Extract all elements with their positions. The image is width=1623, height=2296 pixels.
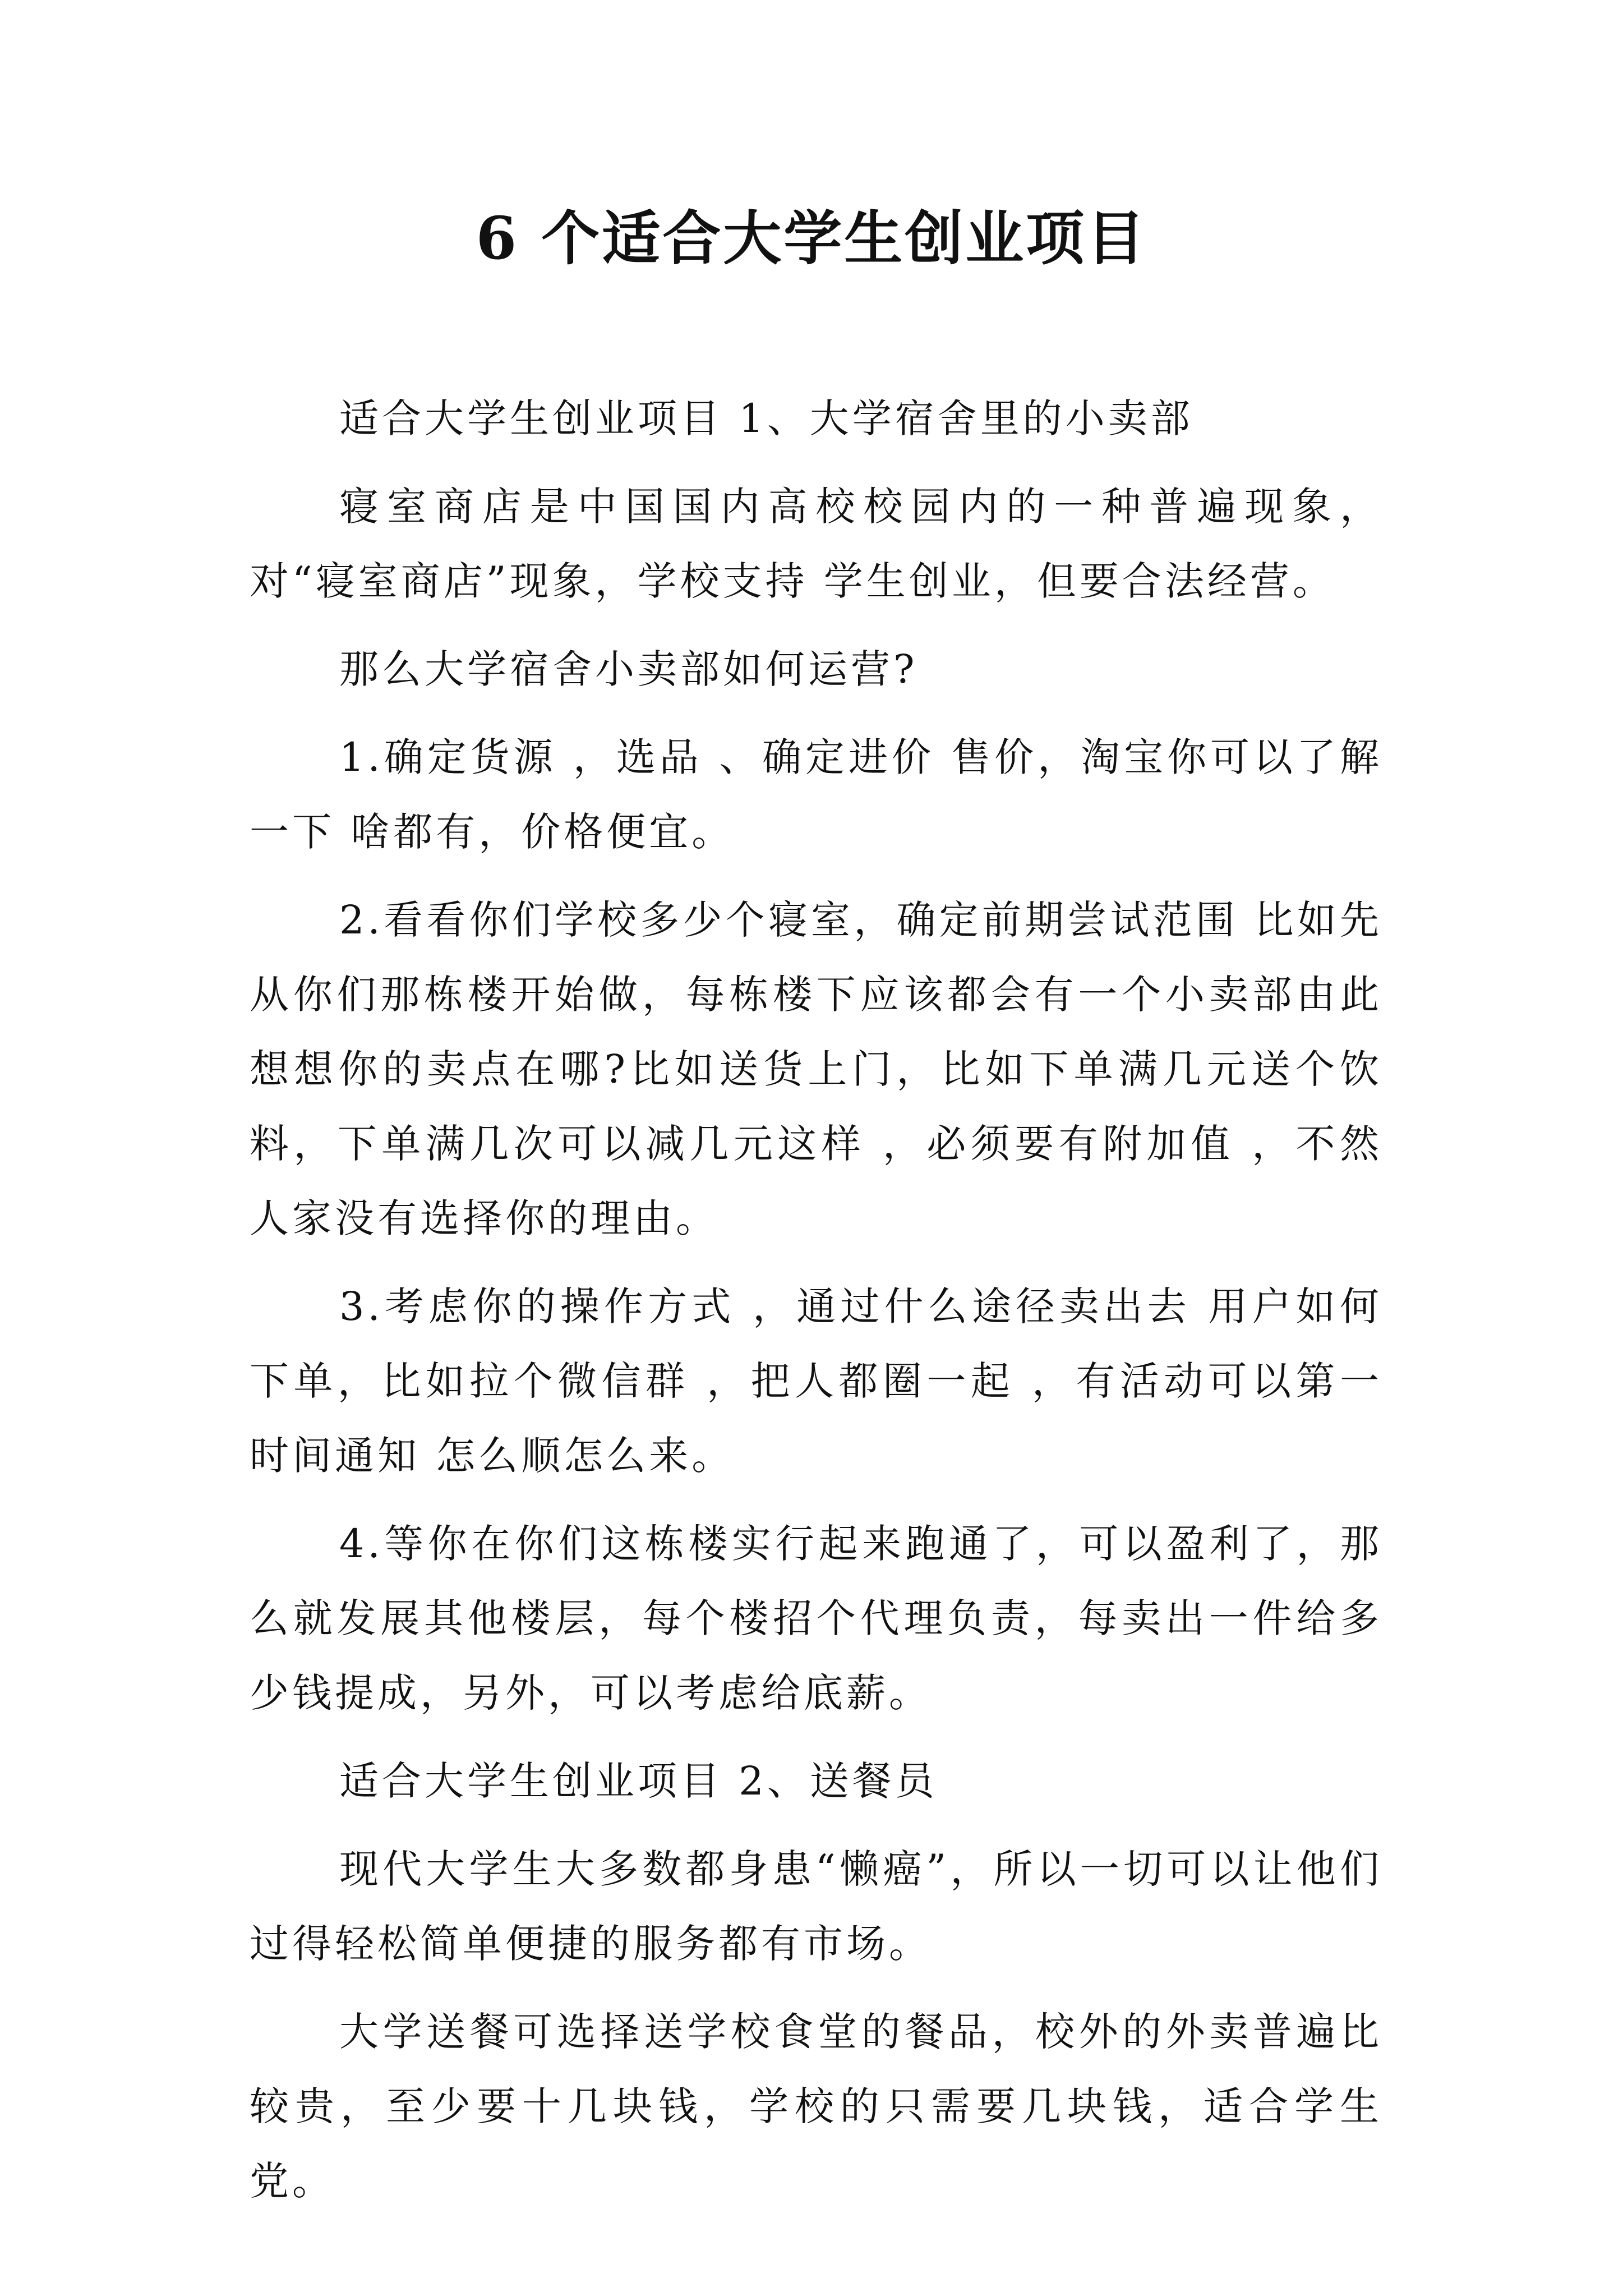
paragraph: 3.考虑你的操作方式 ，通过什么途径卖出去 用户如何下单，比如拉个微信群 ，把人都圈一起 ，有活动可以第一时间通知 怎么顺怎么来。 <box>250 1283 1382 1479</box>
paragraph: 1.确定货源 ，选品 、确定进价 售价，淘宝你可以了解一下 啥都有，价格便宜。 <box>250 734 1382 855</box>
document-title: 6 个适合大学生创业项目 <box>476 204 1147 273</box>
section-heading-2: 适合大学生创业项目 2、送餐员 <box>339 1758 938 1804</box>
paragraph: 寝室商店是中国国内高校校园内的一种普遍现象，对“寝室商店”现象，学校支持 学生创业，但要合法经营。 <box>250 484 1382 604</box>
paragraph: 那么大学宿舍小卖部如何运营? <box>339 646 918 692</box>
paragraph: 现代大学生大多数都身患“懒癌”，所以一切可以让他们过得轻松简单便捷的服务都有市场。 <box>250 1846 1382 1967</box>
document-body <box>250 381 1382 2232</box>
paragraph: 大学送餐可选择送学校食堂的餐品，校外的外卖普遍比较贵，至少要十几块钱，学校的只需要几块钱，适合学生党。 <box>250 2009 1382 2204</box>
paragraph: 4.等你在你们这栋楼实行起来跑通了，可以盈利了，那么就发展其他楼层，每个楼招个代理负责，每卖出一件给多少钱提成，另外，可以考虑给底薪。 <box>250 1521 1382 1716</box>
paragraph: 2.看看你们学校多少个寝室，确定前期尝试范围 比如先从你们那栋楼开始做，每栋楼下应该都会有一个小卖部由此 想想你的卖点在哪?比如送货上门，比如下单满几元送个饮料，下单满几次可以减几元这样 ，必须要有附加值 ，不然人家没有选择你的理由。 <box>250 897 1382 1241</box>
section-heading-1: 适合大学生创业项目 1、大学宿舍里的小卖部 <box>339 395 1193 441</box>
